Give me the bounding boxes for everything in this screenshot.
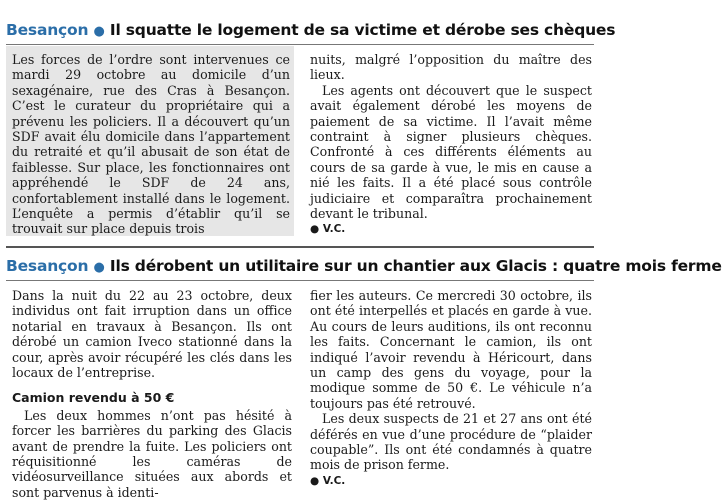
section-divider [6,246,594,248]
article2-column-2 [310,288,592,489]
article2-subhead: Camion revendu à 50 € [12,390,175,406]
bullet-icon: ● [93,24,105,39]
bullet-icon: ● [93,260,105,275]
article1-signature: ● V.C. [310,223,346,236]
article1-paragraph: Les forces de l’ordre sont intervenues ce mardi 29 octobre au domicile d’un sexagénaire, rue des Cras à Besançon. C’est le curateur du propriétaire qui a prévenu les policiers. Il a découvert qu’un SDF avait élu domicile dans l’appartement du retraité et qu’il abusait de son état de faiblesse. Sur place, les fonctionnaires ont appréhendé le SDF de 24 ans, confortablement installé dans le logement. L’enquête a permis d’établir qu’il se trouvait sur place depuis trois [12,52,290,237]
divider [6,44,594,45]
article2-paragraph: Les deux hommes n’ont pas hésité à forcer les barrières du parking des Glacis avant de prendre la fuite. Les policiers ont réquisitionné les caméras de vidéosurveillance situées aux abords et sont parvenus à identi- [12,407,292,500]
article2-paragraph: fier les auteurs. Ce mercredi 30 octobre, ils ont été interpellés et placés en garde à vue. Au cours de leurs auditions, ils ont reconnu les faits. Concernant le camion, ils ont indiqué l’avoir revendu à Héricourt, dans un camp des gens du voyage, pour la modique somme de 50 €. Le véhicule n’a toujours pas été retrouvé. [310,288,592,411]
article2-signature: ● V.C. [310,474,346,487]
article2-headline [6,256,722,278]
article2-title: Ils dérobent un utilitaire sur un chantier aux Glacis : quatre mois ferme [109,257,722,275]
article2-location: Besançon [6,257,89,275]
article2-column-1 [12,288,292,500]
divider [6,280,594,281]
article1-column-1 [12,52,290,237]
article1-headline [6,20,616,42]
article1-paragraph: Les agents ont découvert que le suspect avait également dérobé les moyens de paiement de sa victime. Il l’avait même contraint à signer plusieurs chèques. Confronté à ces différents éléments au cours de sa garde à vue, le mis en cause a nié les faits. Il a été placé sous contrôle judiciaire et comparaîtra prochainement devant le tribunal. [310,82,592,222]
article2-paragraph: Les deux suspects de 21 et 27 ans ont été déférés en vue d’une procédure de “plaider coupable”. Ils ont été condamnés à quatre mois de prison ferme. [310,411,592,473]
article1-location: Besançon [6,21,89,39]
article1-column-2 [310,52,592,238]
article1-title: Il squatte le logement de sa victime et dérobe ses chèques [109,21,616,39]
article1-paragraph: nuits, malgré l’opposition du maître des lieux. [310,52,592,83]
article2-paragraph: Dans la nuit du 22 au 23 octobre, deux individus ont fait irruption dans un office notarial en travaux à Besançon. Ils ont dérobé un camion Iveco stationné dans la cour, après avoir récupéré les clés dans les locaux de l’entreprise. [12,288,292,381]
